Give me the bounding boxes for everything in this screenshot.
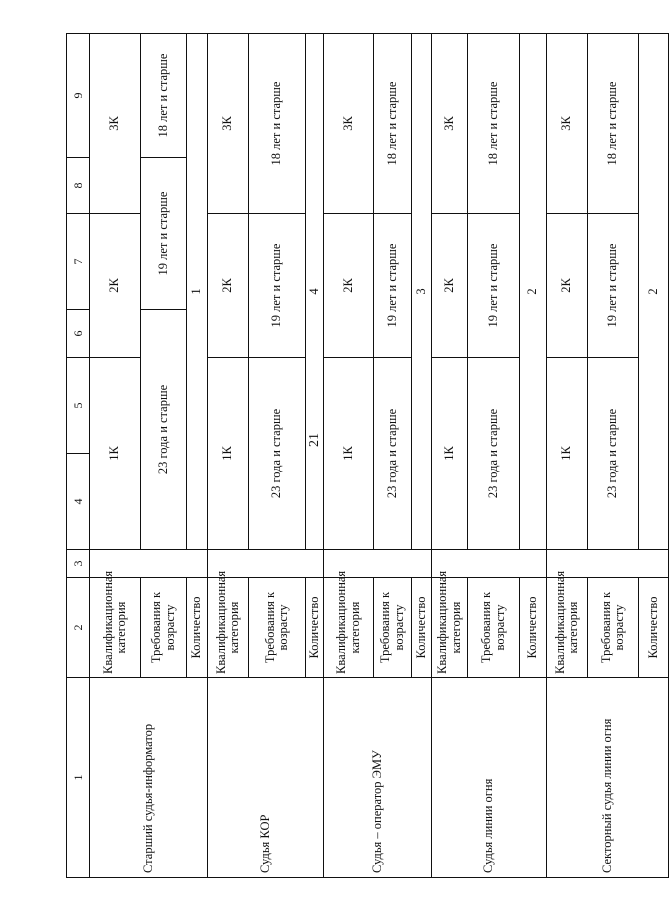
position-title: Старший судья-информатор (90, 678, 208, 878)
age-18-plus: 18 лет и старше (588, 34, 639, 214)
age-19-plus: 19 лет и старше (374, 214, 412, 358)
qualification-label: Квалификационная категория (90, 578, 141, 678)
qualification-3k: 3К (208, 34, 249, 214)
count-value: 2 (639, 34, 669, 550)
age-19-plus: 19 лет и старше (468, 214, 520, 358)
table-row (547, 34, 588, 878)
col-header-1: 1 (67, 678, 90, 878)
qualification-2k: 2К (432, 214, 468, 358)
count-label: Количество (639, 578, 669, 678)
qualification-2k: 2К (208, 214, 249, 358)
count-value: 4 (306, 34, 324, 550)
col-header-3: 3 (67, 550, 90, 578)
qualification-3k: 3К (324, 34, 374, 214)
page-number: 21 (307, 433, 322, 447)
qualification-label: Квалификационная категория (432, 578, 468, 678)
qualification-3k: 3К (432, 34, 468, 214)
qualification-2k: 2К (547, 214, 588, 358)
age-requirement-label: Требования к возрасту (249, 578, 306, 678)
rotated-table-wrapper (66, 34, 660, 878)
age-23-plus: 23 года и старше (141, 310, 187, 550)
col-header-2: 2 (67, 578, 90, 678)
header-row (67, 34, 90, 878)
count-value: 1 (187, 34, 208, 550)
position-title: Судья линии огня (432, 678, 547, 878)
qualification-1k: 1К (90, 358, 141, 550)
age-18-plus: 18 лет и старше (374, 34, 412, 214)
count-label: Количество (187, 578, 208, 678)
age-19-plus: 19 лет и старше (141, 158, 187, 310)
position-title: Секторный судья линии огня (547, 678, 669, 878)
qualification-3k: 3К (90, 34, 141, 214)
table-row (208, 34, 249, 878)
age-23-plus: 23 года и старше (249, 358, 306, 550)
table-row (324, 34, 374, 878)
age-requirement-label: Требования к возрасту (588, 578, 639, 678)
position-title: Судья – оператор ЭМУ (324, 678, 432, 878)
qualification-1k: 1К (432, 358, 468, 550)
age-23-plus: 23 года и старше (374, 358, 412, 550)
col-header-6: 6 (67, 310, 90, 358)
qualification-1k: 1К (324, 358, 374, 550)
position-title: Судья КОР (208, 678, 324, 878)
age-requirement-label: Требования к возрасту (468, 578, 520, 678)
table-row (90, 34, 141, 878)
age-19-plus: 19 лет и старше (588, 214, 639, 358)
age-18-plus: 18 лет и старше (141, 34, 187, 158)
col-header-9: 9 (67, 34, 90, 158)
qualification-1k: 1К (547, 358, 588, 550)
table-row (432, 34, 468, 878)
age-18-plus: 18 лет и старше (468, 34, 520, 214)
qualification-label: Квалификационная категория (324, 578, 374, 678)
count-label: Количество (306, 578, 324, 678)
count-value: 3 (412, 34, 432, 550)
count-label: Количество (520, 578, 547, 678)
age-19-plus: 19 лет и старше (249, 214, 306, 358)
qualification-label: Квалификационная категория (547, 578, 588, 678)
qualification-label: Квалификационная категория (208, 578, 249, 678)
age-requirement-label: Требования к возрасту (141, 578, 187, 678)
age-23-plus: 23 года и старше (468, 358, 520, 550)
qualification-1k: 1К (208, 358, 249, 550)
age-18-plus: 18 лет и старше (249, 34, 306, 214)
qualification-3k: 3К (547, 34, 588, 214)
count-value: 2 (520, 34, 547, 550)
age-requirement-label: Требования к возрасту (374, 578, 412, 678)
col-header-4: 4 (67, 454, 90, 550)
qualification-2k: 2К (90, 214, 141, 358)
qualification-2k: 2К (324, 214, 374, 358)
age-23-plus: 23 года и старше (588, 358, 639, 550)
col-header-5: 5 (67, 358, 90, 454)
judges-table (66, 33, 669, 878)
col-header-7: 7 (67, 214, 90, 310)
col-header-8: 8 (67, 158, 90, 214)
count-label: Количество (412, 578, 432, 678)
